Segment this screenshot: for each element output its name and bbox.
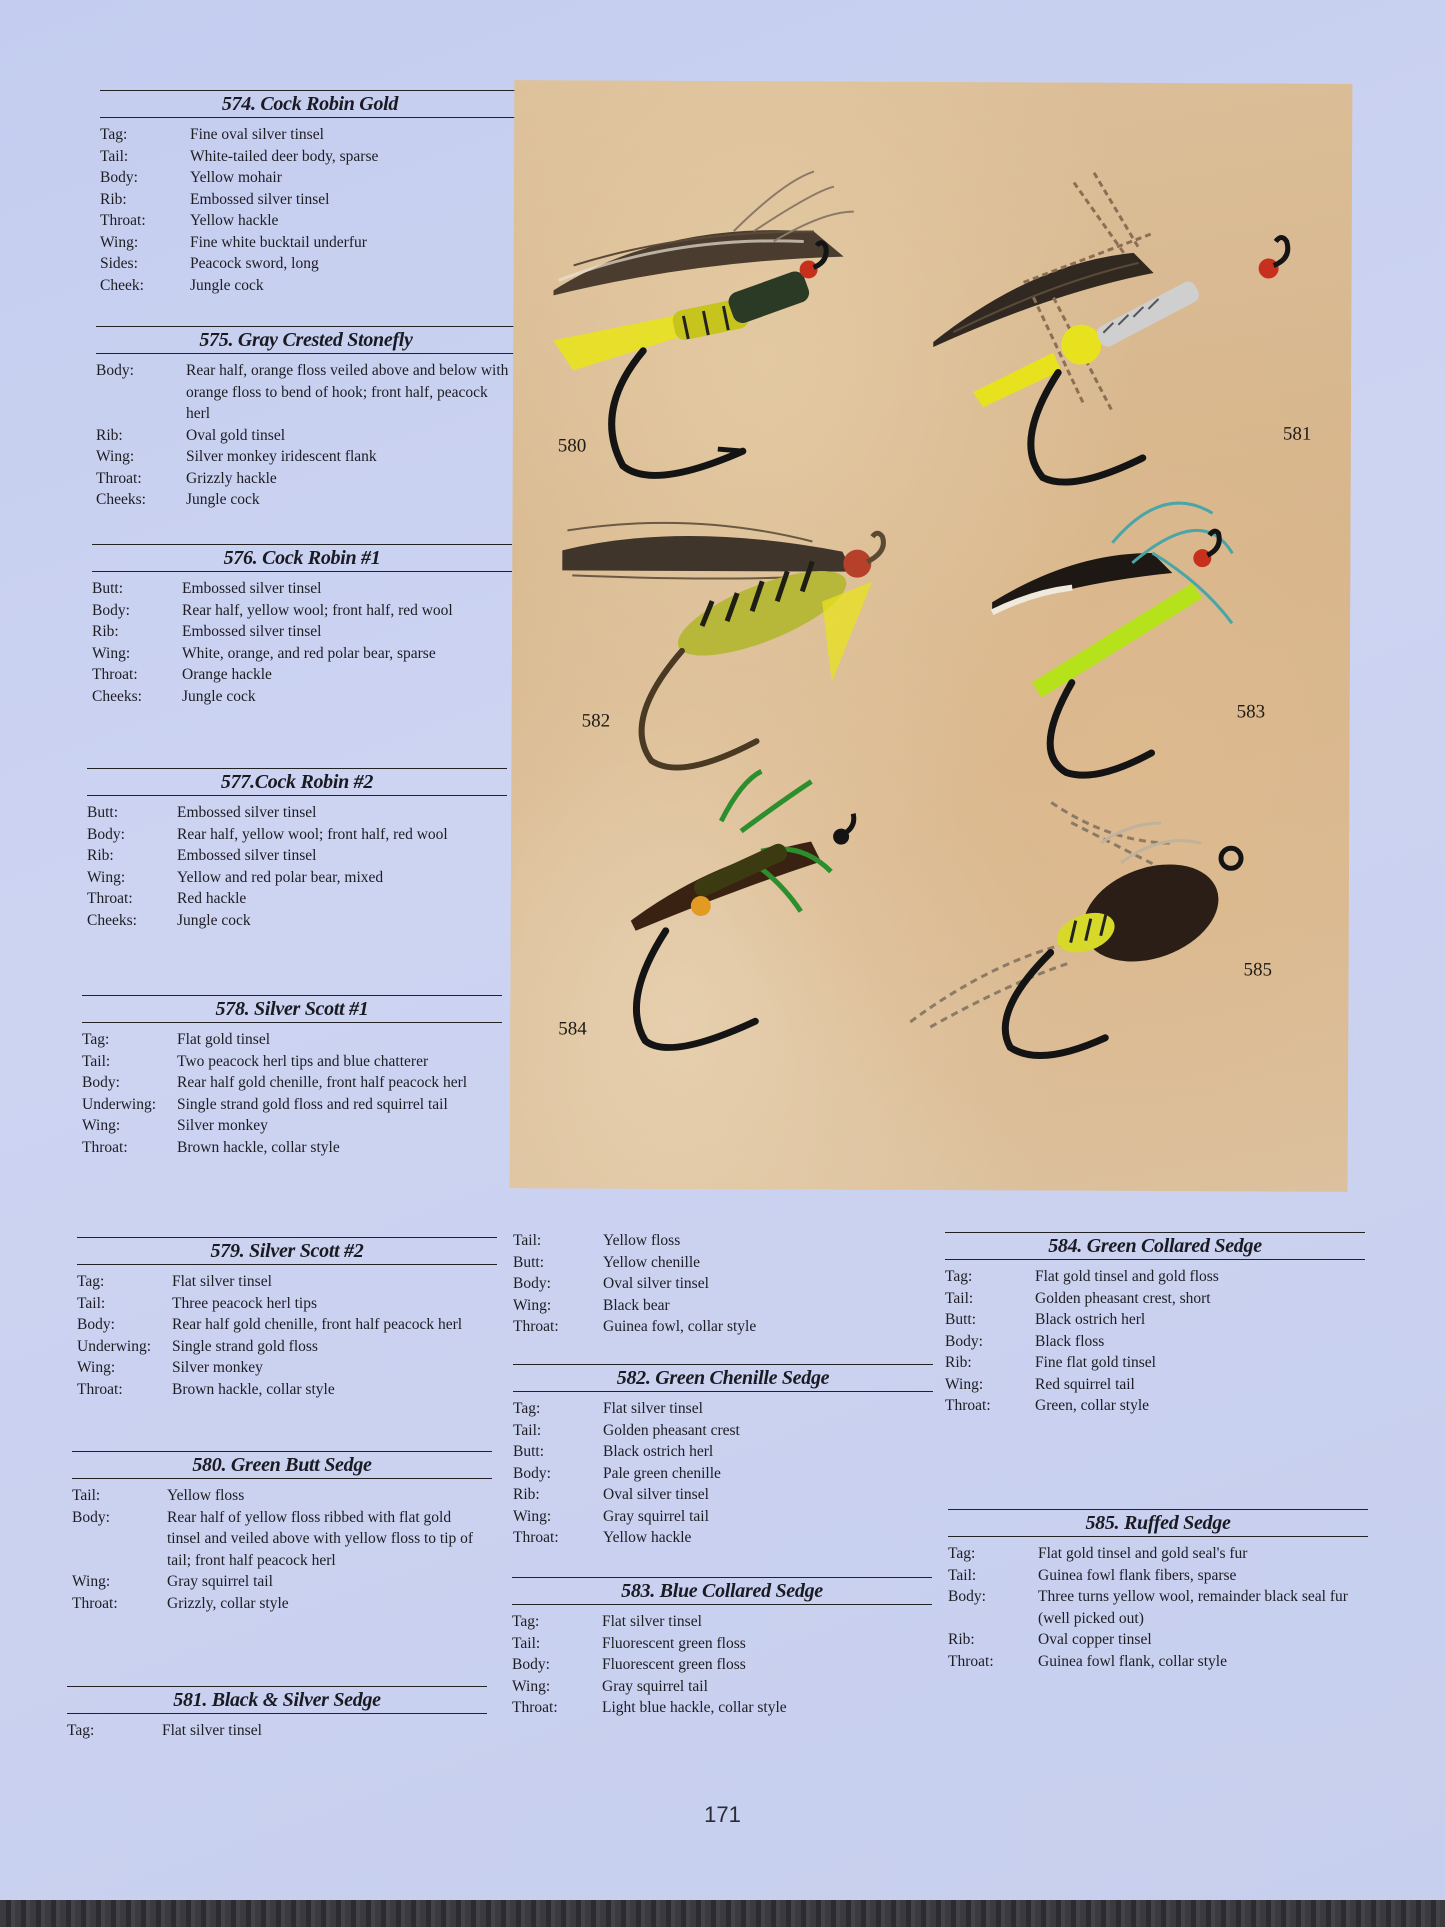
recipe-label: Throat: [92,666,138,683]
recipe-row [87,845,507,867]
recipe-label: Wing: [513,1296,552,1314]
recipe-row [513,1252,933,1274]
recipe-title: 584. Green Collared Sedge [945,1232,1365,1260]
recipe-value: Black floss [1035,1332,1105,1350]
recipe-8 [513,1230,933,1338]
recipe-label: Wing: [92,644,131,662]
recipe-value: Flat silver tinsel [602,1613,702,1630]
recipe-row [82,1137,502,1159]
recipe-row [87,910,507,932]
recipe-label: Body: [96,362,134,379]
fly-number-583: 583 [1236,701,1266,723]
recipe-label: Tail: [948,1566,977,1584]
recipe-label: Wing: [100,233,139,251]
recipe-value: Single strand gold floss [172,1337,318,1355]
recipe-row [512,1654,932,1676]
recipe-row [513,1273,933,1295]
recipe-value: Three turns yellow wool, remainder black seal fur (well picked out) [1038,1588,1348,1627]
recipe-value: Flat silver tinsel [172,1273,272,1290]
recipe-row [82,1029,502,1051]
recipe-value: Jungle cock [177,911,251,929]
recipe-label: Tag: [513,1400,541,1417]
recipe-row [513,1295,933,1317]
recipe-row [82,1051,502,1073]
recipe-row [945,1331,1365,1353]
recipe-value: Silver monkey iridescent flank [186,448,377,465]
recipe-value: Silver monkey [172,1359,263,1376]
recipe-label: Body: [513,1464,551,1482]
recipe-row [512,1611,932,1633]
recipe-title: 583. Blue Collared Sedge [512,1577,932,1605]
fly-number-584: 584 [558,1018,587,1040]
recipe-row [96,489,516,511]
recipe-label: Throat: [82,1138,128,1156]
recipe-value: Rear half, orange floss veiled above and below with orange floss to bend of hook; front half, peacock herl [186,362,509,422]
recipe-value: Jungle cock [190,276,264,294]
recipe-value: Yellow and red polar bear, mixed [177,868,384,886]
recipe-label: Throat: [948,1652,994,1670]
recipe-label: Wing: [87,868,126,886]
recipe-row [92,621,512,643]
recipe-value: Yellow hackle [603,1529,692,1546]
recipe-row [100,232,520,254]
recipe-0 [100,90,520,296]
recipe-label: Tail: [100,147,129,165]
recipe-row [513,1316,933,1338]
recipe-value: Oval silver tinsel [603,1486,709,1503]
recipe-label: Rib: [945,1354,972,1371]
recipe-value: White-tailed deer body, sparse [190,147,379,165]
recipe-label: Wing: [82,1117,121,1134]
recipe-value: Black ostrich herl [603,1443,714,1460]
recipe-label: Tag: [100,126,128,143]
fly-number-582: 582 [581,710,611,732]
recipe-row [948,1586,1368,1629]
recipe-label: Tag: [77,1273,105,1290]
recipe-row [96,360,516,425]
fly-581 [933,172,1288,483]
recipe-label: Cheek: [100,276,144,294]
recipe-label: Wing: [512,1677,551,1695]
recipe-label: Throat: [945,1397,991,1414]
recipe-row [92,643,512,665]
recipe-label: Throat: [72,1594,118,1612]
fly-number-581: 581 [1282,423,1312,445]
recipe-11 [945,1232,1365,1417]
recipe-row [512,1676,932,1698]
recipe-row [513,1420,933,1442]
recipe-row [945,1395,1365,1417]
recipe-value: Green, collar style [1035,1397,1150,1414]
recipe-label: Body: [72,1508,110,1526]
recipe-value: Yellow mohair [190,169,282,186]
recipe-row [100,146,520,168]
recipe-value: Guinea fowl flank, collar style [1038,1652,1227,1670]
recipe-value: Flat gold tinsel and gold seal's fur [1038,1545,1248,1562]
recipe-row [513,1230,933,1252]
recipe-value: Red squirrel tail [1035,1375,1135,1393]
recipe-label: Throat: [77,1380,123,1398]
recipe-value: Yellow floss [603,1232,681,1249]
page-number: 171 [704,1802,741,1827]
recipe-label: Throat: [513,1529,559,1546]
recipe-label: Body: [77,1316,115,1333]
recipe-row [87,888,507,910]
recipe-label: Body: [513,1275,551,1292]
recipe-6 [72,1451,492,1614]
recipe-row [100,210,520,232]
recipe-value: Fluorescent green floss [602,1656,746,1673]
recipe-value: Guinea fowl flank fibers, sparse [1038,1566,1237,1584]
recipe-label: Tail: [72,1487,101,1504]
recipe-value: Brown hackle, collar style [172,1380,335,1398]
recipe-label: Body: [948,1588,986,1605]
recipe-row [948,1565,1368,1587]
recipe-label: Underwing: [82,1095,157,1113]
recipe-row [92,664,512,686]
recipe-value: Flat gold tinsel and gold floss [1035,1268,1219,1285]
recipe-label: Tail: [77,1294,106,1312]
recipe-label: Butt: [87,804,119,821]
recipe-label: Wing: [945,1375,984,1393]
recipe-value: Orange hackle [182,666,272,683]
recipe-value: Embossed silver tinsel [177,847,317,864]
recipe-row [948,1651,1368,1673]
recipe-label: Cheeks: [92,687,142,705]
recipe-value: Fluorescent green floss [602,1634,746,1652]
recipe-row [100,253,520,275]
recipe-title: 581. Black & Silver Sedge [67,1686,487,1714]
recipe-row [92,600,512,622]
recipe-label: Cheeks: [96,491,146,508]
recipe-value: Rear half of yellow floss ribbed with flat gold tinsel and veiled above with yellow floss to tip of tail; front half peacock herl [167,1508,474,1569]
recipe-row [100,275,520,297]
recipe-value: Peacock sword, long [190,255,319,272]
recipe-row [96,468,516,490]
recipe-row [72,1571,492,1593]
recipe-value: Embossed silver tinsel [182,623,322,640]
recipe-value: Red hackle [177,890,247,907]
recipe-value: Three peacock herl tips [172,1294,318,1312]
fly-580 [553,170,854,476]
recipe-row [100,167,520,189]
recipe-label: Body: [512,1656,550,1673]
recipe-label: Tail: [82,1052,111,1070]
recipe-value: Single strand gold floss and red squirrel tail [177,1095,448,1113]
recipe-value: Flat silver tinsel [603,1400,703,1417]
recipe-label: Throat: [96,469,142,487]
recipe-label: Body: [87,825,125,843]
recipe-label: Rib: [92,623,119,640]
recipe-value: Rear half gold chenille, front half peacock herl [177,1074,468,1091]
recipe-title: 579. Silver Scott #2 [77,1237,497,1265]
recipe-row [945,1266,1365,1288]
recipe-label: Rib: [948,1631,975,1648]
recipe-value: Oval gold tinsel [186,426,286,444]
recipe-row [512,1633,932,1655]
recipe-value: Fine flat gold tinsel [1035,1354,1156,1371]
recipe-row [77,1357,497,1379]
recipe-label: Body: [100,169,138,186]
recipe-value: Yellow hackle [190,212,279,229]
fly-583 [991,502,1232,776]
recipe-label: Butt: [513,1253,545,1271]
recipe-title: 578. Silver Scott #1 [82,995,502,1023]
recipe-value: Jungle cock [186,491,260,508]
recipe-row [96,446,516,468]
recipe-title: 580. Green Butt Sedge [72,1451,492,1479]
recipe-value: Grizzly hackle [186,469,277,487]
recipe-row [513,1527,933,1549]
recipe-row [77,1336,497,1358]
fly-number-585: 585 [1243,959,1273,981]
recipe-row [948,1629,1368,1651]
recipe-title: 585. Ruffed Sedge [948,1509,1368,1537]
recipe-value: Yellow floss [167,1487,245,1504]
recipe-value: Gray squirrel tail [602,1677,708,1695]
recipe-value: Flat silver tinsel [162,1722,262,1739]
recipe-value: Brown hackle, collar style [177,1138,340,1156]
recipe-value: Fine oval silver tinsel [190,126,324,143]
recipe-label: Rib: [100,190,127,208]
recipe-value: Rear half gold chenille, front half peacock herl [172,1316,463,1333]
recipe-12 [948,1509,1368,1672]
recipe-row [513,1506,933,1528]
recipe-value: Golden pheasant crest [603,1421,740,1439]
recipe-value: Jungle cock [182,687,256,705]
recipe-value: Yellow chenille [603,1253,701,1271]
recipe-9 [513,1364,933,1549]
fly-photograph [510,80,1353,1192]
recipe-title: 582. Green Chenille Sedge [513,1364,933,1392]
recipe-label: Body: [82,1074,120,1091]
recipe-label: Body: [92,601,130,619]
recipe-row [92,578,512,600]
recipe-4 [82,995,502,1158]
recipe-label: Tail: [513,1232,542,1249]
recipe-label: Rib: [513,1486,540,1503]
recipe-10 [512,1577,932,1719]
recipe-row [77,1271,497,1293]
recipe-value: Rear half, yellow wool; front half, red wool [182,601,453,619]
recipe-row [513,1484,933,1506]
recipe-label: Body: [945,1332,983,1350]
recipe-label: Tag: [67,1722,95,1739]
recipe-label: Throat: [87,890,133,907]
recipe-row [513,1441,933,1463]
recipe-value: Two peacock herl tips and blue chatterer [177,1052,429,1070]
recipe-value: Golden pheasant crest, short [1035,1289,1211,1307]
recipe-value: Fine white bucktail underfur [190,233,367,251]
fly-number-580: 580 [557,435,587,457]
recipe-value: Embossed silver tinsel [182,580,322,597]
recipe-label: Throat: [513,1318,559,1335]
recipe-label: Underwing: [77,1337,152,1355]
recipe-value: Rear half, yellow wool; front half, red wool [177,825,448,843]
recipe-row [945,1309,1365,1331]
recipe-value: Grizzly, collar style [167,1594,289,1612]
flies-illustration [510,80,1353,1192]
fly-585 [910,802,1241,1056]
recipe-value: Embossed silver tinsel [177,804,317,821]
recipe-row [92,686,512,708]
recipe-row [72,1485,492,1507]
recipe-row [87,867,507,889]
recipe-row [512,1697,932,1719]
recipe-label: Tag: [512,1613,540,1630]
recipe-title: 577.Cock Robin #2 [87,768,507,796]
recipe-title: 574. Cock Robin Gold [100,90,520,118]
recipe-row [77,1293,497,1315]
recipe-7 [67,1686,487,1742]
fly-584 [630,771,854,1049]
recipe-row [72,1507,492,1572]
recipe-value: Light blue hackle, collar style [602,1699,787,1716]
recipe-value: Gray squirrel tail [603,1507,709,1525]
recipe-value: White, orange, and red polar bear, sparse [182,644,436,662]
recipe-row [948,1543,1368,1565]
recipe-value: Flat gold tinsel [177,1031,270,1048]
recipe-row [72,1593,492,1615]
recipe-label: Tag: [945,1268,973,1285]
recipe-value: Embossed silver tinsel [190,190,330,208]
recipe-value: Oval copper tinsel [1038,1631,1152,1648]
recipe-3 [87,768,507,931]
recipe-label: Wing: [513,1507,552,1525]
recipe-row [82,1072,502,1094]
recipe-row [96,425,516,447]
recipe-label: Butt: [513,1443,545,1460]
recipe-row [87,802,507,824]
recipe-label: Wing: [77,1359,116,1376]
recipe-row [87,824,507,846]
recipe-2 [92,544,512,707]
recipe-value: Black ostrich herl [1035,1311,1146,1328]
recipe-label: Wing: [72,1573,111,1590]
recipe-label: Butt: [945,1311,977,1328]
recipe-value: Pale green chenille [603,1464,721,1482]
recipe-row [82,1115,502,1137]
recipe-label: Sides: [100,255,138,272]
recipe-label: Butt: [92,580,124,597]
recipe-value: Black bear [603,1296,670,1314]
recipe-row [945,1352,1365,1374]
recipe-row [945,1288,1365,1310]
recipe-row [513,1398,933,1420]
recipe-title: 576. Cock Robin #1 [92,544,512,572]
recipe-label: Tag: [82,1031,110,1048]
recipe-row [67,1720,487,1742]
recipe-row [100,124,520,146]
recipe-label: Tail: [512,1634,541,1652]
recipe-1 [96,326,516,511]
recipe-label: Tail: [513,1421,542,1439]
recipe-value: Oval silver tinsel [603,1275,709,1292]
recipe-label: Rib: [87,847,114,864]
recipe-row [82,1094,502,1116]
recipe-value: Silver monkey [177,1117,268,1134]
recipe-row [77,1379,497,1401]
recipe-value: Gray squirrel tail [167,1573,273,1590]
recipe-label: Tag: [948,1545,976,1562]
recipe-row [77,1314,497,1336]
recipe-label: Throat: [100,212,146,229]
recipe-title: 575. Gray Crested Stonefly [96,326,516,354]
background-surface [0,1900,1445,1927]
recipe-label: Wing: [96,448,135,465]
recipe-value: Guinea fowl, collar style [603,1318,757,1335]
recipe-row [100,189,520,211]
recipe-label: Cheeks: [87,911,137,929]
recipe-label: Rib: [96,426,123,444]
recipe-row [513,1463,933,1485]
recipe-label: Tail: [945,1289,974,1307]
recipe-5 [77,1237,497,1400]
recipe-label: Throat: [512,1699,558,1716]
recipe-row [945,1374,1365,1396]
